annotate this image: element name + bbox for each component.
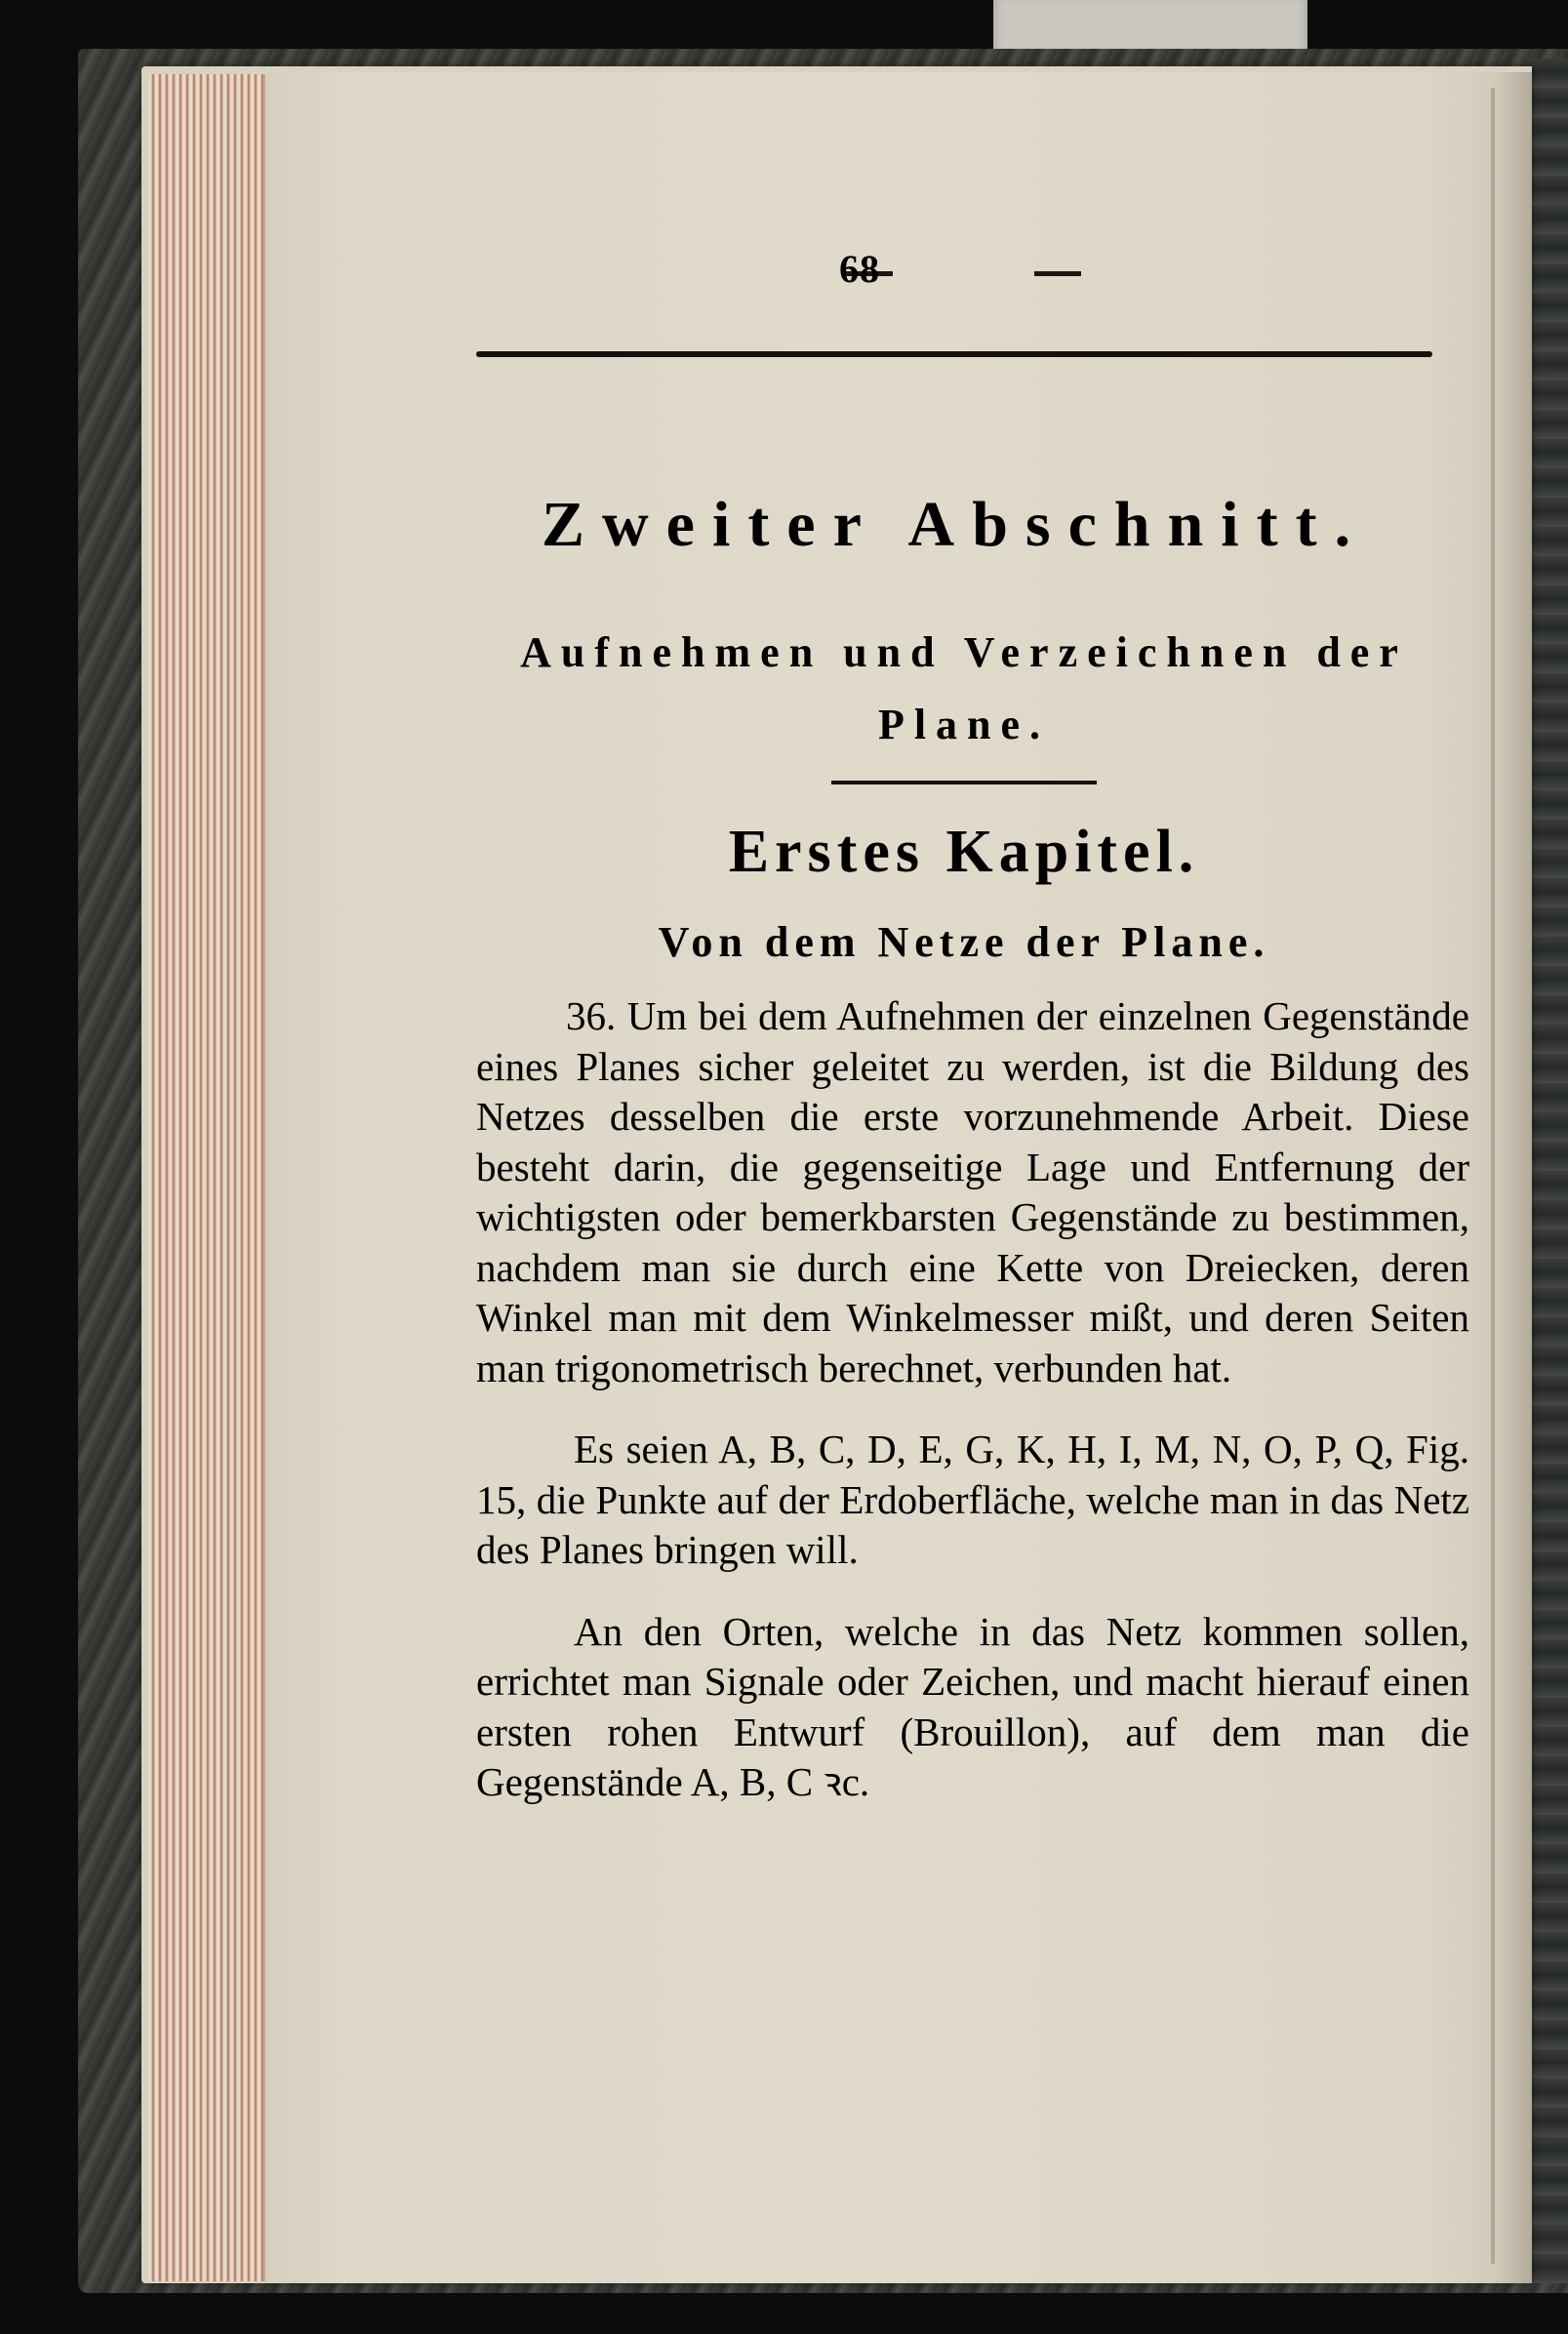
- gutter-shadow: [1493, 72, 1532, 2283]
- page-number: 68: [839, 247, 880, 291]
- body-text: [476, 991, 1469, 1839]
- chapter-subtitle: Von dem Netze der Plane.: [658, 918, 1270, 966]
- paragraph: 36. Um bei dem Aufnehmen der einzelnen Gegenstände eines Planes sicher geleitet zu werden, ist die Bildung des Netzes desselben die erste vorzunehmende Arbeit. Diese besteht darin, die gegenseitige Lage und Entfernung der wichtigsten oder bemerkbarsten Gegenstände zu bestimmen, nachdem man sie durch eine Kette von Dreiecken, deren Winkel man mit dem Winkelmesser mißt, und deren Seiten man trigonometrisch berechnet, verbunden hat.: [476, 993, 1469, 1390]
- header-rule: [476, 351, 1432, 357]
- gutter-line: [1491, 88, 1495, 2264]
- section-divider: [831, 781, 1097, 785]
- page-number-dash-right: [1034, 271, 1081, 276]
- section-title: Zweiter Abschnitt.: [542, 489, 1369, 560]
- page-edges: [148, 74, 265, 2281]
- section-subtitle: Aufnehmen und Verzeichnen der Plane.: [520, 628, 1408, 748]
- paragraph: An den Orten, welche in das Netz kommen sollen, errichtet man Signale oder Zeichen, und macht hierauf einen ersten rohen Entwurf (Brouillon), auf dem man die Gegenstände A, B, C ꝛc.: [476, 1608, 1469, 1804]
- chapter-title: Erstes Kapitel.: [728, 819, 1200, 885]
- paragraph: Es seien A, B, C, D, E, G, K, H, I, M, N, O, P, Q, Fig. 15, die Punkte auf der Erdoberfläche, welche man in das Netz des Planes bringen will.: [476, 1427, 1469, 1572]
